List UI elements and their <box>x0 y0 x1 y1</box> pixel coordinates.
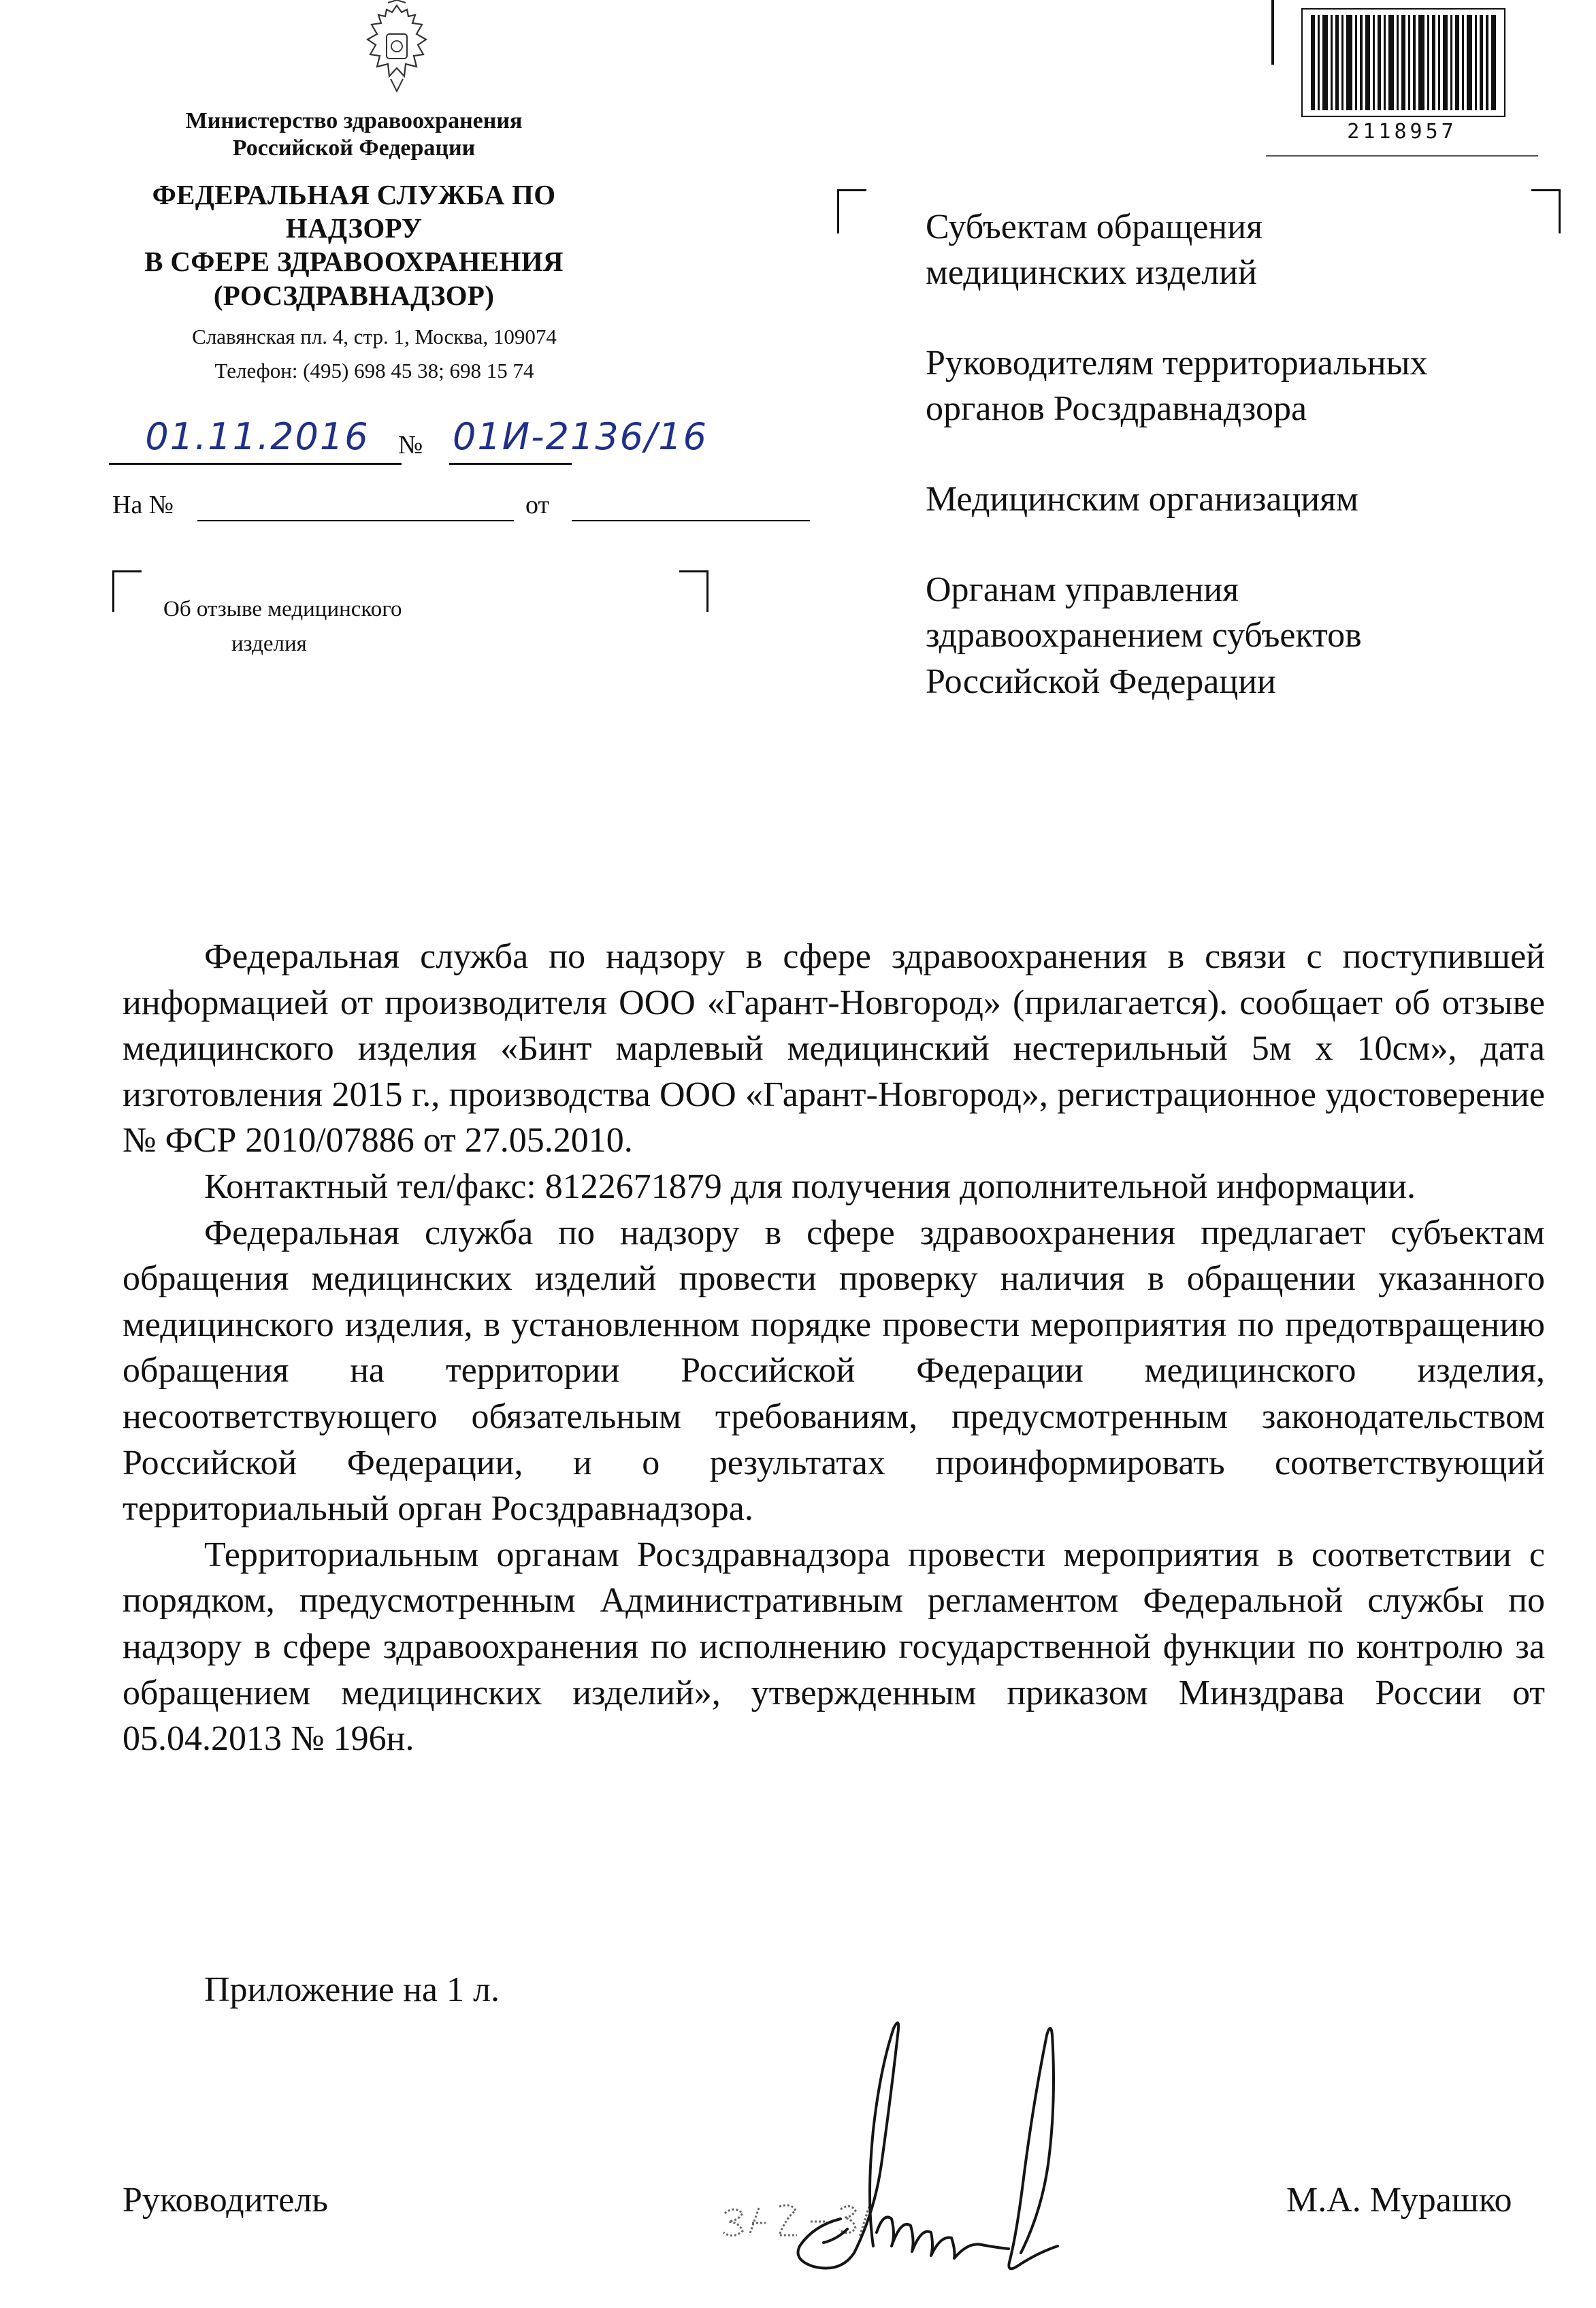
date-underline <box>109 463 402 465</box>
addressee-list <box>926 204 1559 749</box>
letter-body <box>123 934 1545 1762</box>
addressee-line: Медицинским организациям <box>926 480 1358 519</box>
ministry-line-2: Российской Федерации <box>232 135 476 161</box>
registration-number: 01И-2136/16 <box>453 415 708 458</box>
addressee-line: Органам управления <box>926 570 1239 610</box>
reference-from-label: от <box>525 491 550 519</box>
signatory-position: Руководитель <box>123 2181 328 2220</box>
addressee-line: органов Росздравнадзора <box>926 389 1307 429</box>
signatory-name: М.А. Мурашко <box>1286 2181 1512 2220</box>
letterhead-contacts <box>102 320 647 387</box>
ministry-line-1: Министерство здравоохранения <box>185 108 523 133</box>
margin-tick <box>1271 0 1274 65</box>
subject-line <box>163 592 640 662</box>
reference-date-field <box>572 520 810 521</box>
number-label: № <box>398 431 423 459</box>
phone-number: Телефон: (495) 698 45 38; 698 15 74 <box>214 358 534 383</box>
addressee-territorial-bodies <box>926 340 1559 432</box>
postal-address: Славянская пл. 4, стр. 1, Москва, 109074 <box>192 325 557 348</box>
service-name <box>102 178 606 312</box>
coat-of-arms-icon <box>346 0 448 97</box>
body-paragraph-recall: Федеральная служба по надзору в сфере здравоохранения в связи с поступившей информацией от производителя ООО «Гарант-Новгород» (прилагается). сообщает об отзыве медицинского изделия «Бинт марлевый медицинский нестерильный 5м х 10см», дата изготовления 2015 г., производства ООО «Гарант-Новгород», регистрационное удостоверение № ФСР 2010/07886 от 27.05.2010. <box>123 937 1545 1160</box>
body-paragraph-territorial: Территориальным органам Росздравнадзора провести мероприятия в соответствии с порядком, предусмотренным Административным регламентом Федеральной службы по надзору в сфере здравоохранения по исполнению государственной функции по контролю за обращением медицинских изделий», утвержденным приказом Минздрава России от 05.04.2013 № 196н. <box>123 1535 1545 1759</box>
service-line-1: ФЕДЕРАЛЬНАЯ СЛУЖБА ПО НАДЗОРУ <box>152 179 556 244</box>
number-underline <box>449 463 572 465</box>
subject-corner-right <box>679 570 709 612</box>
reference-line <box>109 490 721 531</box>
body-paragraph-contact: Контактный тел/факс: 8122671879 для получения дополнительной информации. <box>204 1167 1416 1206</box>
addressee-line: Субъектам обращения <box>926 208 1263 246</box>
subject-corner-left <box>112 570 142 612</box>
registration-line <box>109 415 783 470</box>
ministry-name <box>102 108 606 162</box>
addressee-corner-left <box>837 189 866 233</box>
addressee-line: здравоохранением субъектов <box>926 616 1362 655</box>
service-line-3: (РОСЗДРАВНАДЗОР) <box>213 279 495 311</box>
addressee-health-authorities <box>926 567 1559 704</box>
reference-number-label: На № <box>112 491 174 519</box>
barcode-icon <box>1301 8 1505 117</box>
addressee-line: медицинских изделий <box>926 253 1257 293</box>
barcode-underline <box>1266 155 1538 157</box>
addressee-line: Российской Федерации <box>926 662 1276 701</box>
addressee-distributors <box>926 204 1559 295</box>
addressee-medical-organizations <box>926 476 1559 522</box>
service-line-2: В СФЕРЕ ЗДРАВООХРАНЕНИЯ <box>144 246 564 278</box>
subject-line-1: Об отзыве медицинского <box>163 597 402 621</box>
subject-line-2: изделия <box>231 632 307 657</box>
body-paragraph-distributors: Федеральная служба по надзору в сфере здравоохранения предлагает субъектам обращения медицинских изделий провести проверку наличия в обращении указанного медицинского изделия, в установленном порядке провести мероприятия по предотвращению обращения на территории Российской Федерации медицинского изделия, несоответствующего обязательным требованиям, предусмотренным законодательством Российской Федерации, и о результатах проинформировать соответствующий территориальный орган Росздравнадзора. <box>123 1213 1545 1529</box>
signature-icon <box>701 2008 1177 2287</box>
addressee-line: Руководителям территориальных <box>926 344 1428 383</box>
registration-date: 01.11.2016 <box>145 415 370 458</box>
barcode-number: 2118957 <box>1347 120 1457 144</box>
attachment-note: Приложение на 1 л. <box>204 1970 500 2009</box>
reference-number-field <box>197 520 514 521</box>
